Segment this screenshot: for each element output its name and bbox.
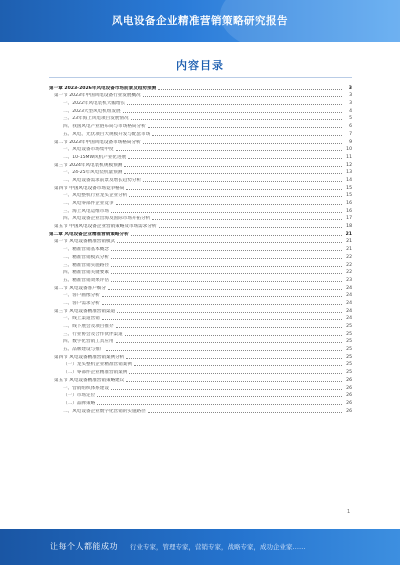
toc-entry[interactable] — [49, 337, 352, 345]
toc-entry-text: 二、客户需求分析 — [63, 300, 100, 306]
report-title: 风电设备企业精准营销策略研究报告 — [112, 15, 288, 27]
page-number: 1 — [347, 509, 351, 515]
toc-entry[interactable] — [49, 214, 352, 222]
toc-entry[interactable] — [49, 191, 352, 199]
toc-leader-dots — [127, 104, 342, 105]
toc-entry[interactable] — [49, 298, 352, 306]
toc-entry[interactable] — [49, 98, 352, 106]
toc-entry-page: 9 — [349, 139, 352, 145]
toc-entry[interactable] — [49, 221, 352, 229]
toc-leader-dots — [111, 250, 342, 251]
toc-entry-text: 第三节 2024年风电装机规模预测 — [54, 162, 123, 168]
toc-entry-text: 第一节 2023年中国风电设备行业发展概况 — [54, 93, 141, 99]
toc-leader-dots — [152, 135, 342, 136]
toc-entry[interactable] — [49, 306, 352, 314]
toc-entry-page: 25 — [346, 362, 352, 368]
toc-entry-page: 15 — [346, 193, 352, 199]
toc-leader-dots — [143, 181, 342, 182]
toc-entry-text: 四、风电设备企业出海及国际市场开拓分析 — [63, 216, 151, 222]
toc-entry-page: 10 — [346, 147, 352, 153]
toc-entry-text: 一、客户画像分析 — [63, 293, 100, 299]
toc-entry-text: 第五节 中国风电设备企业营销策略及市场需求分析 — [54, 224, 157, 230]
toc-leader-dots — [148, 127, 342, 128]
toc-leader-dots — [152, 219, 342, 220]
toc-leader-dots — [111, 281, 342, 282]
toc-entry[interactable] — [49, 268, 352, 276]
toc-leader-dots — [131, 119, 342, 120]
toc-leader-dots — [102, 296, 342, 297]
toc-leader-dots — [111, 389, 342, 390]
toc-entry-page: 22 — [346, 262, 352, 268]
toc-leader-dots — [131, 235, 342, 236]
toc-entry[interactable] — [49, 352, 352, 360]
toc-entry-text: 二、10-15MW风机产业化进展 — [63, 154, 127, 160]
toc-divider — [49, 77, 352, 78]
toc-entry[interactable] — [49, 83, 352, 91]
toc-entry[interactable] — [49, 360, 352, 368]
toc-entry-page: 25 — [346, 347, 352, 353]
toc-entry-page: 12 — [346, 162, 352, 168]
toc-entry-text: 二、线下展会及项目推介 — [63, 324, 114, 329]
toc-entry-text: 二、精准营销模式分析 — [63, 254, 109, 260]
report-header — [0, 0, 400, 42]
toc-entry-page: 22 — [346, 254, 352, 260]
toc-entry-page: 3 — [348, 85, 352, 91]
toc-leader-dots — [128, 158, 342, 159]
toc-entry[interactable] — [49, 275, 352, 283]
toc-entry[interactable] — [49, 160, 352, 168]
toc-entry[interactable] — [49, 291, 352, 299]
toc-leader-dots — [129, 373, 342, 374]
toc-entry-page: 25 — [346, 339, 352, 345]
toc-entry-page: 16 — [346, 208, 352, 214]
toc-entry-page: 5 — [349, 116, 352, 122]
toc-entry-page: 4 — [349, 108, 352, 114]
toc-entry-page: 21 — [346, 247, 352, 253]
toc-entry[interactable] — [49, 375, 352, 383]
toc-entry[interactable] — [49, 168, 352, 176]
toc-leader-dots — [143, 96, 342, 97]
toc-entry[interactable] — [49, 321, 352, 329]
footer-bar — [0, 529, 400, 565]
toc-entry[interactable] — [49, 260, 352, 268]
toc-entry[interactable] — [49, 283, 352, 291]
toc-entry-text: 二、风电零部件企业竞争 — [63, 201, 114, 206]
toc-leader-dots — [102, 319, 342, 320]
toc-entry-page: 24 — [346, 316, 352, 322]
toc-entry-page: 3 — [349, 93, 352, 99]
toc-leader-dots — [116, 342, 342, 343]
toc-entry[interactable] — [49, 391, 352, 399]
toc-entry[interactable] — [49, 398, 352, 406]
toc-leader-dots — [117, 242, 342, 243]
toc-entry-text: 一、营销组织体系建设 — [63, 385, 109, 391]
toc-entry[interactable] — [49, 344, 352, 352]
toc-leader-dots — [106, 350, 342, 351]
toc-entry-text: 三、23年海上风电项目发展情况 — [63, 116, 129, 122]
toc-entry[interactable] — [49, 198, 352, 206]
toc-entry-text: 三、行业协会及合作伙伴渠道 — [63, 331, 123, 337]
toc-entry-text: 一、线上渠道营销 — [63, 316, 100, 322]
toc-entry-page: 24 — [346, 285, 352, 291]
toc-entry-text: 第三节 风电设备精准营销渠道 — [54, 308, 116, 314]
toc-entry[interactable] — [49, 406, 352, 414]
toc-entry-page: 21 — [345, 231, 352, 237]
toc-entry-page: 6 — [349, 124, 352, 130]
toc-leader-dots — [143, 143, 342, 144]
toc-leader-dots — [159, 227, 342, 228]
toc-entry-page: 14 — [346, 177, 352, 183]
toc-leader-dots — [125, 335, 342, 336]
toc-entry[interactable] — [49, 314, 352, 322]
toc-leader-dots — [148, 412, 342, 413]
toc-entry[interactable] — [49, 229, 352, 237]
toc-entry-text: 一、风电设备市场集中度 — [63, 147, 114, 153]
footer-tagline: 行业专家，管理专家，营销专家，战略专家，成功企业家…… — [130, 543, 306, 551]
toc-entry[interactable] — [49, 383, 352, 391]
toc-entry-text: 第四节 风电设备精准营销案例分析 — [54, 354, 125, 360]
toc-entry-page: 22 — [346, 270, 352, 276]
toc-entry-text: （二）品牌策略 — [63, 400, 96, 406]
toc-entry[interactable] — [49, 137, 352, 145]
toc-entry-page: 13 — [346, 170, 352, 176]
toc-entry-text: 三、海上风电运维市场 — [63, 208, 109, 214]
toc-entry-page: 11 — [346, 154, 352, 160]
toc-entry[interactable] — [49, 91, 352, 99]
toc-entry-page: 24 — [346, 293, 352, 299]
toc-entry-text: 四、数字化营销工具应用 — [63, 339, 114, 345]
toc-entry[interactable] — [49, 252, 352, 260]
toc-leader-dots — [111, 273, 342, 274]
toc-leader-dots — [97, 404, 342, 405]
toc-entry[interactable] — [49, 367, 352, 375]
toc-entry-text: 第一章 2023-2026年风电设备市场前景及趋势预测 — [49, 85, 157, 91]
toc-entry[interactable] — [49, 114, 352, 122]
toc-leader-dots — [111, 212, 342, 213]
toc-title: 内容目录 — [176, 59, 224, 72]
toc-entry-text: 二、风电设备企业数字化营销的实施路径 — [63, 408, 146, 414]
toc-entry-page: 21 — [346, 239, 352, 245]
toc-entry-page: 17 — [346, 216, 352, 222]
toc-entry-text: 第五节 风电设备精准营销策略建议 — [54, 377, 125, 383]
toc-entry[interactable] — [49, 175, 352, 183]
toc-entry-page: 25 — [346, 370, 352, 376]
table-of-contents — [49, 83, 352, 414]
toc-entry[interactable] — [49, 106, 352, 114]
toc-leader-dots — [97, 396, 342, 397]
toc-entry-page: 26 — [346, 393, 352, 399]
toc-entry-text: 一、2022年风电装机大幅增长 — [63, 101, 126, 107]
toc-entry-text: 一、24-25年风电装机量预测 — [63, 170, 123, 176]
toc-entry-page: 7 — [349, 131, 352, 137]
toc-entry-page: 24 — [346, 300, 352, 306]
toc-entry-text: 四、我国风电产业链布局与市场格局分析 — [63, 124, 146, 130]
toc-entry[interactable] — [49, 237, 352, 245]
toc-leader-dots — [117, 312, 342, 313]
toc-entry[interactable] — [49, 152, 352, 160]
toc-leader-dots — [126, 189, 342, 190]
toc-entry-page: 26 — [346, 408, 352, 414]
toc-entry-text: （一）龙头整机企业精准营销案例 — [63, 362, 132, 368]
toc-entry[interactable] — [49, 329, 352, 337]
toc-entry[interactable] — [49, 183, 352, 191]
toc-entry-page: 26 — [346, 400, 352, 406]
toc-leader-dots — [126, 381, 342, 382]
toc-entry-page: 25 — [346, 354, 352, 360]
toc-entry-text: 一、精准营销基本概念 — [63, 247, 109, 253]
toc-entry-page: 16 — [346, 201, 352, 206]
toc-entry-page: 23 — [346, 277, 352, 283]
toc-entry[interactable] — [49, 244, 352, 252]
toc-leader-dots — [134, 365, 342, 366]
toc-entry-text: 五、品牌建设与推广 — [63, 347, 105, 353]
toc-entry-text: （一）市场定位 — [63, 393, 96, 399]
toc-entry-page: 26 — [346, 377, 352, 383]
toc-entry-page: 3 — [349, 101, 352, 107]
toc-entry-text: 第二节 风电设备客户细分 — [54, 285, 106, 291]
toc-entry-page: 26 — [346, 385, 352, 391]
toc-entry-page: 24 — [346, 308, 352, 314]
toc-leader-dots — [123, 112, 342, 113]
toc-entry-text: 第二章 风电设备企业精准营销策略分析 — [49, 231, 129, 237]
toc-entry-text: 第二节 2023年中国风电设备市场格局分析 — [54, 139, 141, 145]
toc-entry-text: 二、2023大型风电机组发展 — [63, 108, 121, 114]
toc-leader-dots — [124, 166, 342, 167]
toc-leader-dots — [111, 266, 342, 267]
toc-entry-page: 15 — [346, 185, 352, 191]
toc-entry-page: 18 — [346, 224, 352, 230]
toc-entry-text: 四、精准营销关键要素 — [63, 270, 109, 276]
toc-leader-dots — [126, 358, 342, 359]
toc-entry[interactable] — [49, 145, 352, 153]
toc-leader-dots — [116, 327, 342, 328]
toc-leader-dots — [116, 204, 342, 205]
toc-leader-dots — [108, 289, 342, 290]
toc-leader-dots — [116, 150, 342, 151]
toc-entry[interactable] — [49, 121, 352, 129]
toc-leader-dots — [158, 89, 342, 90]
toc-entry-page: 25 — [346, 324, 352, 329]
toc-leader-dots — [124, 173, 342, 174]
toc-entry-text: 五、精准营销效果评估 — [63, 277, 109, 283]
toc-entry-text: 第四节 中国风电设备市场竞争格局 — [54, 185, 125, 191]
toc-entry-text: 二、风电设备需求前景及增长趋势分析 — [63, 177, 142, 183]
toc-entry-text: （二）零部件企业精准营销案例 — [63, 370, 128, 376]
toc-leader-dots — [111, 258, 342, 259]
toc-leader-dots — [102, 304, 342, 305]
toc-entry-page: 25 — [346, 331, 352, 337]
footer-slogan: 让每个人都能成功 — [50, 542, 118, 551]
toc-entry[interactable] — [49, 129, 352, 137]
toc-leader-dots — [129, 196, 342, 197]
toc-entry-text: 第一节 风电设备精准营销模式 — [54, 239, 116, 245]
toc-entry-text: 五、风电、光伏项目大规模开发与配套市场 — [63, 131, 151, 137]
toc-entry[interactable] — [49, 206, 352, 214]
toc-entry-text: 一、风电整机行业龙头企业分析 — [63, 193, 128, 199]
toc-entry-text: 三、精准营销实施路径 — [63, 262, 109, 268]
